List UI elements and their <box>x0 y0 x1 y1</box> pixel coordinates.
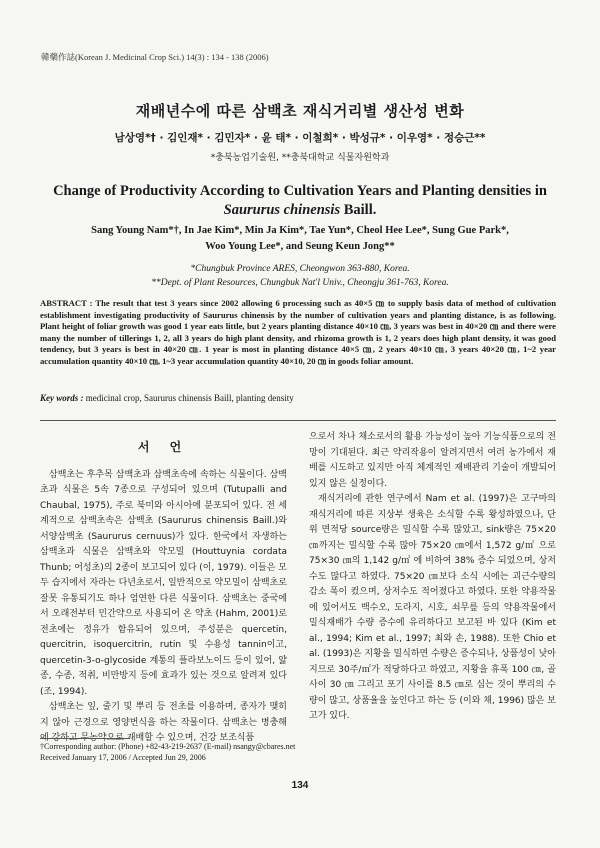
intro-paragraph-3: 재식거리에 관한 연구에서 Nam et al. (1997)은 고구마의 재식거리에 따른 지상부 생육은 소식할 수록 왕성하였으나, 단위 면적당 source량은 밀식할 수록 많았고, sink량은 75×20 ㎝까지는 밀식할 수록 많아 75×20 ㎝에서 1,572 g/㎡ 으로 75×30 ㎝의 1,142 g/㎡ 에 비하여 38% 증수 되었으며, 상저수도 많다고 하였다. 75×20 ㎝보다 소식 시에는 괴근수량의 감소 폭이 컸으며, 상저수도 적어졌다고 하였다. 또한 약용작물에 있어서도 백수오, 도라지, 시호, 쇠무릎 등의 약용작물에서 밀식재배가 수량 증수에 유리하다고 보고된 바 있다 (Kim et al., 1994; Kim et al., 1997; 최와 손, 1988). 또한 Chio et al. (1993)은 지황을 밀식하면 수량은 증수되나, 상품성이 낮아지므로 30주/㎡가 적당하다고 하였고, 지황을 휴폭 100 ㎝, 골사이 30 ㎝ 그리고 포기 사이를 8.5 ㎝로 심는 것이 뿌리의 수량이 많고, 상품율을 높인다고 하는 등 (이와 채, 1996) 많은 보고가 있다. <box>309 494 556 721</box>
journal-header: 韓藥作誌(Korean J. Medicinal Crop Sci.) 14(3) : 134 - 138 (2006) <box>41 52 269 62</box>
species-author: Baill. <box>340 202 377 218</box>
abstract <box>40 298 556 368</box>
keywords-label: Key words : <box>40 393 84 403</box>
english-title <box>30 182 570 220</box>
corresponding-author: †Corresponding author: (Phone) +82-43-219-2637 (E-mail) nsangy@cbares.net <box>40 742 296 751</box>
english-authors <box>50 223 550 255</box>
abstract-label: ABSTRACT : <box>40 298 93 308</box>
intro-paragraph-2: 삼백초는 잎, 줄기 및 뿌리 등 전초를 이용하며, 종자가 맺히지 않아 근경으로 영양번식을 하는 작물이다. 삼백초는 병충해에 강하고 무농약으로 재배할 수 있으며, 건강 보조식품 <box>40 702 287 743</box>
keywords-text: medicinal crop, Saururus chinensis Baill, planting density <box>85 393 294 403</box>
english-title-line2 <box>30 201 570 220</box>
english-authors-line2: Woo Young Lee*, and Seung Keun Jong** <box>205 241 395 252</box>
keywords <box>40 392 556 404</box>
species-name: Saururus chinensis <box>223 202 341 218</box>
korean-affiliation: *충북농업기술원, **충북대학교 식물자원학과 <box>210 153 390 163</box>
korean-authors: 남상영*† · 김인재* · 김민자* · 윤 태* · 이철희* · 박성규* · 이우영* · 정승근** <box>114 132 486 144</box>
section-divider <box>40 420 556 421</box>
english-affiliation <box>40 262 560 290</box>
korean-title: 재배년수에 따른 삼백초 재식거리별 생산성 변화 <box>135 102 465 120</box>
page-number: 134 <box>291 780 309 791</box>
english-authors-line1: Sang Young Nam*†, In Jae Kim*, Min Ja Kim*, Tae Yun*, Cheol Hee Lee*, Sung Gue Park*, <box>91 225 509 236</box>
right-column <box>309 430 556 725</box>
english-title-line1: Change of Productivity According to Cultivation Years and Planting densities in <box>53 183 547 199</box>
english-affiliation-line1: *Chungbuk Province ARES, Cheongwon 363-880, Korea. <box>190 264 410 274</box>
abstract-text: The result that test 3 years since 2002 allowing 6 processing such as 40×5 ㎝ to supply basis data of method of cultivation establishment investigating productivity of Saururus chinensis by the number of cultivation years and planting distance, is as following. Plant height of foliar growth was good 1 year eats little, but 2 years planting distance 40×10 ㎝, 3 years was best in 40×20 ㎝ and there were many the number of tillerings 1, 2, all 3 years do high plant density, and rhizoma growth is 1, 2 years does high plant density, it was good tendency, but 3 years is best in 40×20 ㎝. 1 year is most in planting distance 40×5 ㎝, 2 years 40×10 ㎝, 3 years 40×20 ㎝, 1~2 year accumulation quantity 40×10 ㎝, 1~3 year accumulation quantity 40×10, 20 ㎝ in goods foliar amount. <box>40 298 557 366</box>
introduction-heading: 서 언 <box>137 440 190 454</box>
intro-paragraph-2-continued: 으로서 차나 채소로서의 활용 가능성이 높아 기능식품으로의 전망이 기대된다. 최근 약리작용이 알려지면서 여러 농가에서 재배를 시도하고 있지만 아직 체계적인 재배관리 기술이 개발되어 있지 않은 실정이다. <box>309 432 556 489</box>
received-dates: Received January 17, 2006 / Accepted Jun 29, 2006 <box>40 753 206 762</box>
footnotes <box>40 741 440 763</box>
intro-paragraph-1: 삼백초는 후추목 삼백초과 삼백초속에 속하는 식물이다. 삼백초과 식물은 5속 7종으로 구성되어 있으며 (Tutupalli and Chaubal, 1975), 주로 북미와 아시아에 분포되어 있다. 전 세계적으로 삼백초속은 삼백초 (Saururus chinensis Baill.)와 서양삼백초 (Saururus cernuus)가 있다. 한국에서 자생하는 삼백초과 식물은 삼백초와 약모밀 (Houttuynia cordata Thunb; 어성초)의 2종이 보고되어 있다 (이, 1979). 이들은 모두 습지에서 자라는 다년초로서, 일반적으로 약모밀이 삼백초로 잘못 유통되기도 하나 엄연한 다른 식물이다. 삼백초는 중국에서 오래전부터 민간약으로 사용되어 온 약초 (Hahm, 2001)로 전초에는 정유가 함유되어 있으며, 주성분은 quercetin, quercitrin, isoquercitrin, rutin 및 수용성 tannin이고, quercetin-3-o-glycoside 계통의 플라보노이드 등이 있어, 얇종, 수종, 적취, 비만방지 등에 효과가 있는 것으로 알려져 있다 (조, 1994). <box>40 469 287 697</box>
footnote-divider <box>40 738 130 739</box>
left-column <box>40 430 287 747</box>
english-affiliation-line2: **Dept. of Plant Resources, Chungbuk Nat'l Univ., Cheongju 361-763, Korea. <box>151 278 449 288</box>
